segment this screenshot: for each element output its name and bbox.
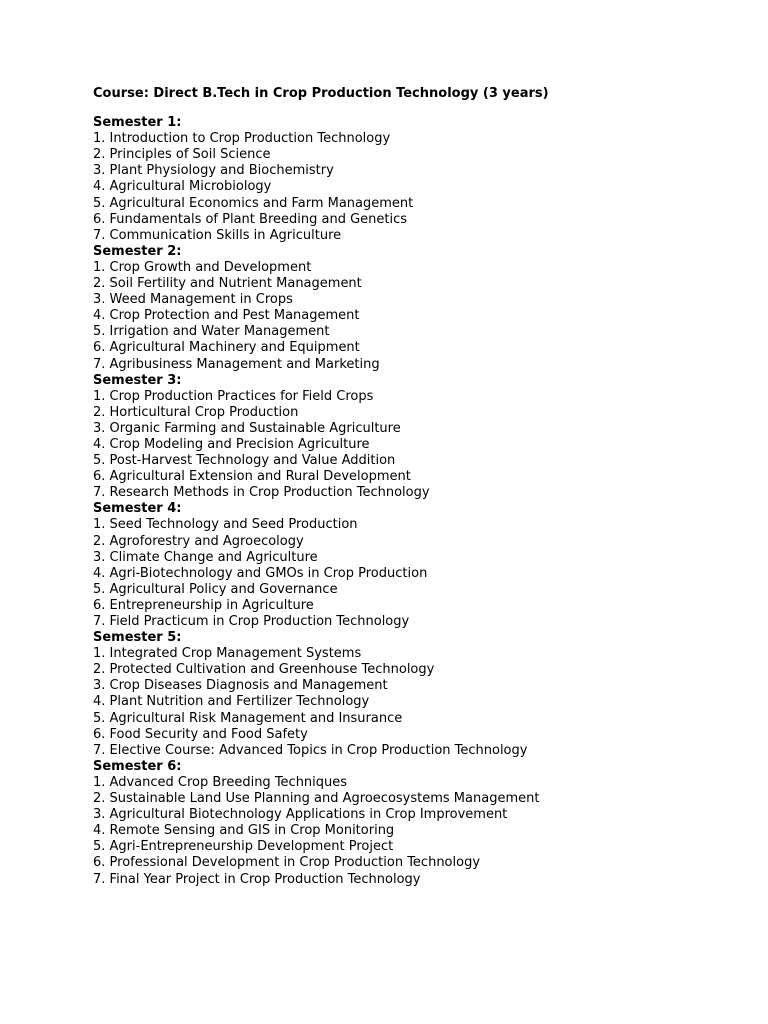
course-item: 6. Entrepreneurship in Agriculture	[93, 597, 314, 613]
course-item: 6. Professional Development in Crop Production Technology	[93, 855, 481, 871]
semester-2-section	[93, 244, 733, 373]
course-item: 3. Plant Physiology and Biochemistry	[93, 163, 334, 179]
course-item: 4. Plant Nutrition and Fertilizer Technology	[93, 694, 370, 710]
semester-6-heading: Semester 6:	[93, 758, 182, 774]
course-item: 2. Principles of Soil Science	[93, 147, 271, 163]
course-item: 5. Agricultural Policy and Governance	[93, 581, 338, 597]
course-item: 2. Sustainable Land Use Planning and Agroecosystems Management	[93, 791, 540, 807]
semester-4-heading: Semester 4:	[93, 501, 182, 517]
course-item: 1. Integrated Crop Management Systems	[93, 646, 362, 662]
semester-5-course-list	[93, 646, 733, 759]
semester-4-section	[93, 501, 733, 630]
course-item: 5. Post-Harvest Technology and Value Addition	[93, 453, 396, 469]
course-item: 7. Communication Skills in Agriculture	[93, 227, 342, 243]
course-item: 3. Climate Change and Agriculture	[93, 549, 318, 565]
course-title: Course: Direct B.Tech in Crop Production Technology (3 years)	[93, 86, 549, 101]
course-item: 1. Crop Production Practices for Field Crops	[93, 388, 374, 404]
semester-1-course-list	[93, 131, 733, 244]
semester-6-section	[93, 759, 733, 888]
course-item: 1. Advanced Crop Breeding Techniques	[93, 774, 348, 790]
course-item: 7. Elective Course: Advanced Topics in Crop Production Technology	[93, 742, 528, 758]
course-item: 6. Food Security and Food Safety	[93, 726, 308, 742]
semester-3-course-list	[93, 389, 733, 502]
course-item: 7. Agribusiness Management and Marketing	[93, 356, 380, 372]
title-spacer	[93, 102, 733, 115]
semester-4-course-list	[93, 517, 733, 630]
semester-2-course-list	[93, 260, 733, 373]
course-item: 6. Agricultural Machinery and Equipment	[93, 340, 360, 356]
course-item: 4. Agri-Biotechnology and GMOs in Crop Production	[93, 565, 428, 581]
semester-2-heading: Semester 2:	[93, 243, 182, 259]
semester-1-section	[93, 115, 733, 244]
semester-1-heading: Semester 1:	[93, 115, 182, 131]
course-item: 1. Introduction to Crop Production Technology	[93, 131, 391, 147]
semester-6-course-list	[93, 775, 733, 888]
course-item: 6. Agricultural Extension and Rural Development	[93, 469, 411, 485]
course-item: 4. Remote Sensing and GIS in Crop Monitoring	[93, 823, 395, 839]
course-item: 2. Soil Fertility and Nutrient Management	[93, 276, 362, 292]
course-item: 3. Organic Farming and Sustainable Agriculture	[93, 420, 401, 436]
semester-3-heading: Semester 3:	[93, 372, 182, 388]
course-item: 1. Crop Growth and Development	[93, 259, 312, 275]
semester-5-section	[93, 630, 733, 759]
course-item: 4. Crop Modeling and Precision Agriculture	[93, 436, 370, 452]
course-item: 3. Crop Diseases Diagnosis and Management	[93, 678, 388, 694]
course-item: 3. Weed Management in Crops	[93, 292, 293, 308]
course-item: 7. Field Practicum in Crop Production Technology	[93, 614, 410, 629]
course-item: 7. Final Year Project in Crop Production Technology	[93, 871, 421, 887]
course-item: 5. Agricultural Economics and Farm Management	[93, 195, 414, 211]
course-item: 5. Irrigation and Water Management	[93, 324, 330, 340]
course-item: 7. Research Methods in Crop Production Technology	[93, 485, 430, 501]
course-item: 2. Agroforestry and Agroecology	[93, 533, 304, 549]
course-item: 1. Seed Technology and Seed Production	[93, 517, 358, 533]
course-item: 2. Protected Cultivation and Greenhouse Technology	[93, 662, 435, 678]
course-item: 3. Agricultural Biotechnology Applications in Crop Improvement	[93, 807, 508, 823]
semester-3-section	[93, 373, 733, 502]
semester-5-heading: Semester 5:	[93, 630, 182, 646]
course-item: 4. Crop Protection and Pest Management	[93, 308, 360, 324]
course-item: 5. Agricultural Risk Management and Insurance	[93, 710, 403, 726]
course-item: 6. Fundamentals of Plant Breeding and Genetics	[93, 211, 408, 227]
document-page	[93, 86, 733, 888]
course-item: 4. Agricultural Microbiology	[93, 179, 272, 195]
course-item: 5. Agri-Entrepreneurship Development Project	[93, 839, 394, 855]
course-item: 2. Horticultural Crop Production	[93, 404, 299, 420]
